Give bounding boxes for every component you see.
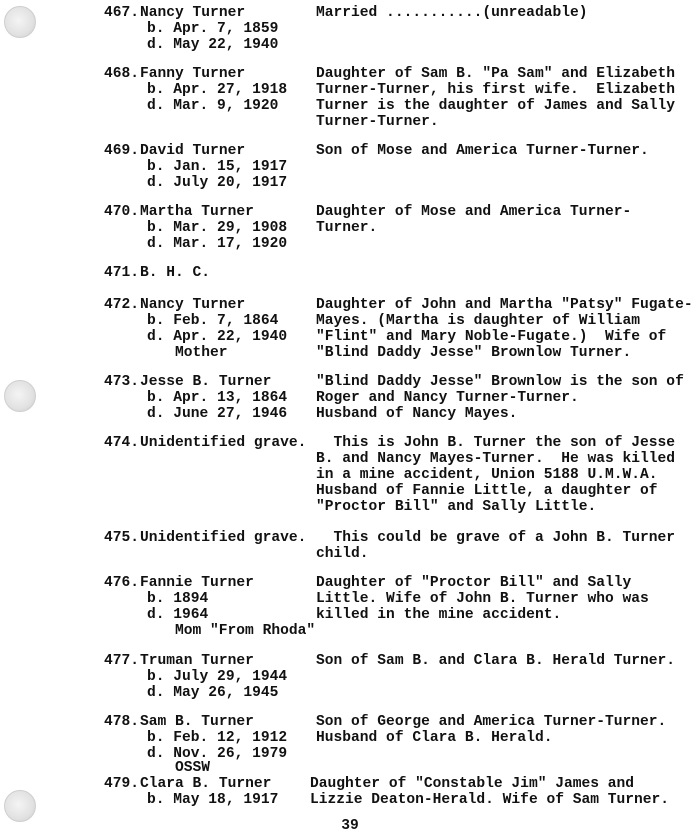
record-number: 467. <box>104 5 140 21</box>
record-born: b. Mar. 29, 1908 <box>147 220 288 236</box>
record-number: 474. <box>104 435 140 451</box>
record-note-line: Turner-Turner, his first wife. Elizabeth <box>316 82 676 98</box>
record-note-line: B. and Nancy Mayes-Turner. He was killed <box>316 451 676 467</box>
record-note <box>316 5 700 21</box>
record-number: 478. <box>104 714 140 730</box>
record-died: d. May 22, 1940 <box>147 37 279 53</box>
record-number: 479. <box>104 776 140 792</box>
record-note <box>316 530 700 562</box>
record-note <box>316 653 700 669</box>
record-born: b. Apr. 27, 1918 <box>147 82 288 98</box>
record-note-line: This could be grave of a John B. Turner <box>316 530 676 546</box>
record-note-line: Turner. <box>316 220 378 236</box>
record-note-line: Daughter of "Constable Jim" James and <box>310 776 635 792</box>
record-inscription: Mother <box>175 345 228 361</box>
record-title: Unidentified grave. <box>140 530 307 546</box>
record-name: Truman Turner <box>140 653 254 669</box>
record-died: d. Mar. 17, 1920 <box>147 236 288 252</box>
record-died: d. 1964 <box>147 607 209 623</box>
record-note <box>316 297 700 361</box>
record-note-line: Little. Wife of John B. Turner who was <box>316 591 649 607</box>
record-note <box>316 204 700 236</box>
record-name: Nancy Turner <box>140 297 246 313</box>
record-name: B. H. C. <box>140 265 211 281</box>
record-number: 471. <box>104 265 140 281</box>
record-note-line: killed in the mine accident. <box>316 607 562 623</box>
record-born: b. May 18, 1917 <box>147 792 279 808</box>
record-born: b. Apr. 7, 1859 <box>147 21 279 37</box>
record-inscription: Mom "From Rhoda" <box>175 623 316 639</box>
record-note-line: Husband of Clara B. Herald. <box>316 730 553 746</box>
record-left-column <box>140 374 310 422</box>
record-left-column <box>140 143 310 191</box>
record-note-line: Daughter of John and Martha "Patsy" Fugate- <box>316 297 693 313</box>
record-died: d. June 27, 1946 <box>147 406 288 422</box>
record-number: 470. <box>104 204 140 220</box>
record-number: 476. <box>104 575 140 591</box>
record-note <box>316 714 700 746</box>
record-left-column <box>140 575 316 639</box>
record-note-line: Turner-Turner. <box>316 114 439 130</box>
record-inscription: OSSW <box>175 760 211 776</box>
record-name: Fannie Turner <box>140 575 254 591</box>
record-left-column <box>140 265 310 281</box>
record-note <box>316 575 700 623</box>
record-left-column <box>140 653 310 701</box>
record-note-line: Turner is the daughter of James and Sally <box>316 98 676 114</box>
punch-hole-middle <box>4 380 36 412</box>
record-note <box>316 435 700 515</box>
record-note-line: Roger and Nancy Turner-Turner. <box>316 390 579 406</box>
record-born: b. 1894 <box>147 591 209 607</box>
record-note-line: This is John B. Turner the son of Jesse <box>316 435 676 451</box>
record-note-line: Son of Sam B. and Clara B. Herald Turner. <box>316 653 676 669</box>
record-left-column <box>140 204 310 252</box>
record-number: 475. <box>104 530 140 546</box>
record-note-line: Mayes. (Martha is daughter of William <box>316 313 641 329</box>
record-died: d. July 20, 1917 <box>147 175 288 191</box>
record-number: 472. <box>104 297 140 313</box>
record-note-line: Daughter of Mose and America Turner- <box>316 204 632 220</box>
record-born: b. Apr. 13, 1864 <box>147 390 288 406</box>
record-name: Nancy Turner <box>140 5 246 21</box>
record-note-line: Married ...........(unreadable) <box>316 5 588 21</box>
record-name: David Turner <box>140 143 246 159</box>
record-left-column <box>140 5 310 53</box>
record-note-line: "Blind Daddy Jesse" Brownlow is the son of <box>316 374 684 390</box>
record-note-line: "Proctor Bill" and Sally Little. <box>316 499 597 515</box>
record-number: 468. <box>104 66 140 82</box>
record-born: b. July 29, 1944 <box>147 669 288 685</box>
record-number: 469. <box>104 143 140 159</box>
record-name: Martha Turner <box>140 204 254 220</box>
record-note-line: Husband of Nancy Mayes. <box>316 406 518 422</box>
record-note-line: Daughter of "Proctor Bill" and Sally <box>316 575 632 591</box>
record-note <box>310 776 694 808</box>
record-name: Sam B. Turner <box>140 714 254 730</box>
record-born: b. Jan. 15, 1917 <box>147 159 288 175</box>
record-note-line: Daughter of Sam B. "Pa Sam" and Elizabeth <box>316 66 676 82</box>
record-note-line: in a mine accident, Union 5188 U.M.W.A. <box>316 467 658 483</box>
record-note-line: Lizzie Deaton-Herald. Wife of Sam Turner. <box>310 792 670 808</box>
record-died: d. Nov. 26, 1979 <box>147 746 288 762</box>
punch-hole-top <box>4 6 36 38</box>
record-note <box>316 374 700 422</box>
record-note-line: "Flint" and Mary Noble-Fugate.) Wife of <box>316 329 667 345</box>
record-note-line: "Blind Daddy Jesse" Brownlow Turner. <box>316 345 632 361</box>
record-note-line: Son of Mose and America Turner-Turner. <box>316 143 649 159</box>
record-number: 477. <box>104 653 140 669</box>
record-note-line: Son of George and America Turner-Turner. <box>316 714 667 730</box>
record-name: Clara B. Turner <box>140 776 272 792</box>
record-died: d. Mar. 9, 1920 <box>147 98 279 114</box>
record-left-column <box>140 714 310 774</box>
record-name: Fanny Turner <box>140 66 246 82</box>
record-note <box>316 66 700 130</box>
record-left-column <box>140 297 310 361</box>
record-died: d. May 26, 1945 <box>147 685 279 701</box>
record-note <box>316 143 700 159</box>
record-note-line: child. <box>316 546 369 562</box>
page-number: 39 <box>341 818 359 834</box>
record-died: d. Apr. 22, 1940 <box>147 329 288 345</box>
record-left-column <box>140 66 310 114</box>
record-title: Unidentified grave. <box>140 435 307 451</box>
record-born: b. Feb. 7, 1864 <box>147 313 279 329</box>
record-left-column <box>140 776 310 808</box>
record-name: Jesse B. Turner <box>140 374 272 390</box>
record-number: 473. <box>104 374 140 390</box>
record-note-line: Husband of Fannie Little, a daughter of <box>316 483 658 499</box>
record-born: b. Feb. 12, 1912 <box>147 730 288 746</box>
